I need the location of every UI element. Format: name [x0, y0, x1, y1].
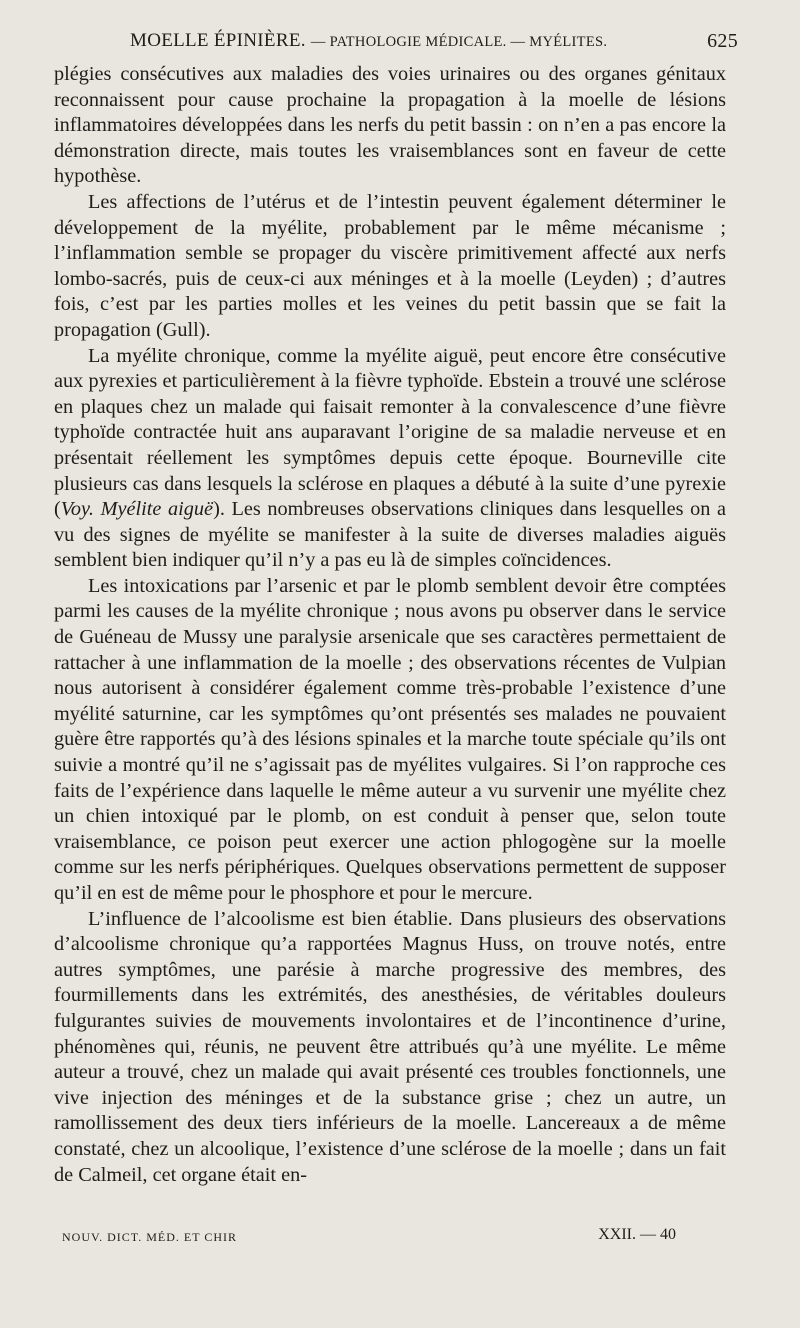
cross-reference: Voy. Myélite aiguë [60, 498, 214, 521]
body-text [54, 62, 726, 1188]
page-number: 625 [707, 30, 738, 52]
footer-sheet-number: XXII. — 40 [598, 1226, 676, 1243]
paragraph-1: plégies consécutives aux maladies des voies urinaires ou des organes génitaux reconnaissent pour cause prochaine la propagation à la moelle de lésions inflammatoires développées dans les nerfs du petit bassin : on n’en a pas encore la démonstration directe, mais toutes les vraisemblances sont en faveur de cette hypothèse. [54, 63, 726, 188]
paragraph-3-part-b: ). Les nombreuses observations cliniques dans lesquelles on a vu des signes de myélite se manifester à la suite de diverses maladies aiguës semblent bien indiquer qu’il n’y a pas eu là de simples coïncidences. [54, 498, 726, 572]
header-title: MOELLE ÉPINIÈRE. [130, 30, 306, 51]
header-subtitle: — PATHOLOGIE MÉDICALE. — MYÉLITES. [310, 34, 608, 50]
page-footer [62, 1226, 676, 1250]
paragraph-2: Les affections de l’utérus et de l’intestin peuvent également déterminer le développement de la myélite, probablement par le même mécanisme ; l’inflammation semble se propager du viscère primitivement affecté aux nerfs lombo-sacrés, puis de ceux-ci aux méninges et à la moelle (Leyden) ; d’autres fois, c’est par les parties molles et les veines du petit bassin que se fait la propagation (Gull). [54, 190, 726, 341]
paragraph-5: L’influence de l’alcoolisme est bien établie. Dans plusieurs des observations d’alcoolisme chronique qu’a rapportées Magnus Huss, on trouve notés, entre autres symptômes, une parésie à marche progressive des membres, des fourmillements dans les extrémités, des anesthésies, de véritables douleurs fulgurantes suivies de mouvements involontaires et de l’incontinence d’urine, phénomènes qui, réunis, ne peuvent être attribués qu’à une myélite. Le même auteur a trouvé, chez un malade qui avait présenté ces troubles fonctionnels, une vive injection des méninges et de la substance grise ; chez un autre, un ramollissement des deux tiers inférieurs de la moelle. Lancereaux a de même constaté, chez un alcoolique, l’existence d’une sclérose de la moelle ; dans un fait de Calmeil, cet organe était en- [54, 907, 726, 1186]
footer-signature: NOUV. DICT. MÉD. ET CHIR [62, 1230, 238, 1244]
paragraph-4: Les intoxications par l’arsenic et par le plomb semblent devoir être comptées parmi les causes de la myélite chronique ; nous avons pu observer dans le service de Guéneau de Mussy une paralysie arsenicale que ses caractères permettaient de rattacher à une inflammation de la moelle ; des observations récentes de Vulpian nous autorisent à considérer également comme très-probable l’existence d’une myélité saturnine, car les symptômes qu’ont présentés ses malades ne pouvaient guère être rapportés qu’à des lésions spinales et la marche toute spéciale qu’ils ont suivie a montré qu’il ne s’agissait pas de myélites vulgaires. Si l’on rapproche ces faits de l’expérience dans laquelle le même auteur a vu survenir une myélite chez un chien intoxiqué par le plomb, on est conduit à penser que, selon toute vraisemblance, ce poison peut exercer une action phlogogène sur la moelle comme sur les nerfs périphériques. Quelques observations permettent de supposer qu’il en est de même pour le phosphore et pour le mercure. [54, 574, 726, 904]
paragraph-3-part-a: La myélite chronique, comme la myélite aiguë, peut encore être consécutive aux pyrexies et particulièrement à la fièvre typhoïde. Ebstein a trouvé une sclérose en plaques chez un malade qui faisait remonter à la convalescence d’une fièvre typhoïde contractée huit ans auparavant l’origine de sa maladie nerveuse et en présentait réellement les symptômes depuis cette époque. Bourneville cite plusieurs cas dans lesquels la sclérose en plaques a débuté à la suite d’une pyrexie ( [54, 344, 726, 521]
paragraph-3 [54, 344, 726, 574]
